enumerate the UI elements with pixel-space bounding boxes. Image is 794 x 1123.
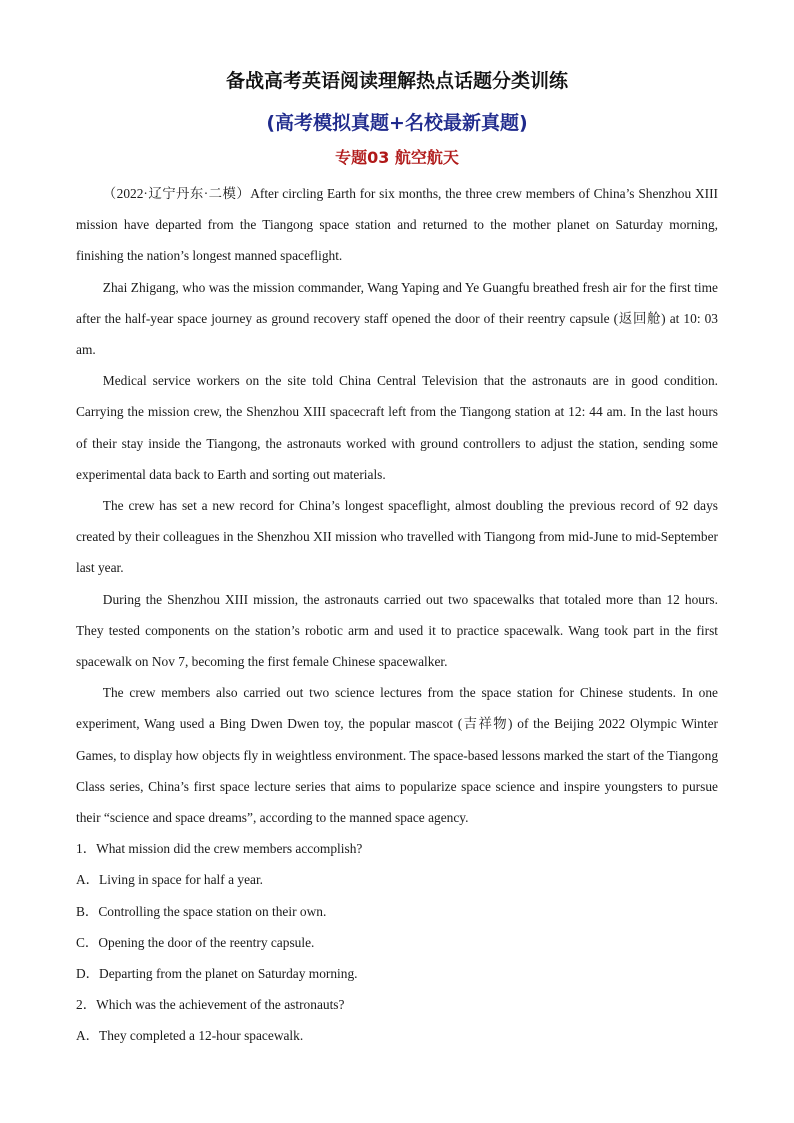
passage-paragraph-6: The crew members also carried out two science lectures from the space station for Chinese students. In one experiment, Wang used a Bing Dwen Dwen toy, the popular mascot (吉祥物) of the Beijing 2022 Olympic Winter Games, to display how objects fly in weightless environment. The space-based lessons marked the start of the Tiangong Class series, China’s first space lecture series that aims to popularize space science and inspire youngsters to pursue their “science and space dreams”, according to the manned space agency. xyxy=(76,685,719,826)
question-2-stem: 2．Which was the achievement of the astronauts? xyxy=(76,997,345,1013)
question-2-option-a: A．They completed a 12-hour spacewalk. xyxy=(76,1028,304,1044)
question-list xyxy=(76,833,718,1051)
document-subtitle: (高考模拟真题+名校最新真题) xyxy=(266,112,528,134)
document-page xyxy=(76,66,718,1052)
document-title: 备战高考英语阅读理解热点话题分类训练 xyxy=(225,70,568,92)
question-1-option-c: C．Opening the door of the reentry capsule. xyxy=(76,934,315,950)
question-1-option-d: D．Departing from the planet on Saturday morning. xyxy=(76,966,358,982)
question-1-option-b: B．Controlling the space station on their own. xyxy=(76,903,327,919)
topic-heading: 专题03 航空航天 xyxy=(335,148,459,167)
question-1-stem: 1．What mission did the crew members accomplish? xyxy=(76,841,363,857)
question-1-option-a: A．Living in space for half a year. xyxy=(76,872,264,888)
reading-passage xyxy=(76,178,718,833)
passage-paragraph-5: During the Shenzhou XIII mission, the astronauts carried out two spacewalks that totaled more than 12 hours. They tested components on the station’s robotic arm and used it to practice spacewalk. Wang took part in the first spacewalk on Nov 7, becoming the first female Chinese spacewalker. xyxy=(76,591,718,670)
passage-paragraph-2: Zhai Zhigang, who was the mission commander, Wang Yaping and Ye Guangfu breathed fresh air for the first time after the half-year space journey as ground recovery staff opened the door of their reentry capsule (返回舱) at 10: 03 am. xyxy=(76,279,718,358)
passage-paragraph-4: The crew has set a new record for China’s longest spaceflight, almost doubling the previous record of 92 days created by their colleagues in the Shenzhou XII mission who travelled with Tiangong from mid-June to mid-September last year. xyxy=(76,498,718,576)
passage-paragraph-3: Medical service workers on the site told China Central Television that the astronauts are in good condition. Carrying the mission crew, the Shenzhou XIII spacecraft left from the Tiangong station at 12: 44 am. In the last hours of their stay inside the Tiangong, the astronauts worked with ground controllers to adjust the station, sending some experimental data back to Earth and sorting out materials. xyxy=(76,373,718,482)
passage-paragraph-1: （2022·辽宁丹东·二模）After circling Earth for six months, the three crew members of China’s Shenzhou XIII mission have departed from the Tiangong space station and returned to the mother planet on Saturday morning, finishing the nation’s longest manned spaceflight. xyxy=(76,186,718,264)
